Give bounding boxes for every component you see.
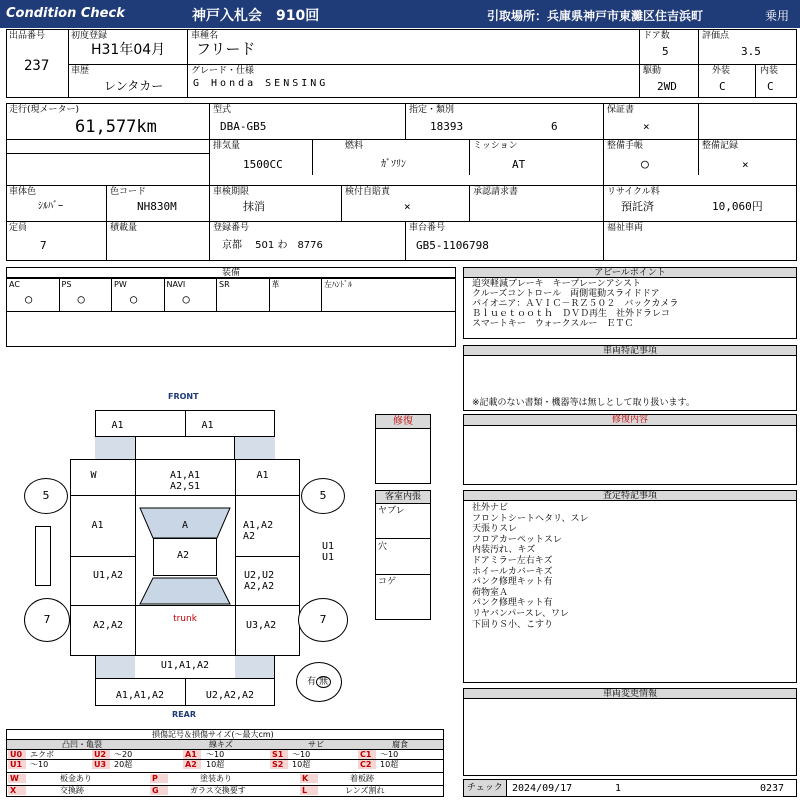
mark-rear-bumper-left: A1,A1,A2: [115, 690, 165, 701]
self-tax-label: 検付自賠責: [345, 187, 391, 197]
doors: 5: [662, 45, 669, 58]
warranty-label: 保証書: [607, 105, 635, 115]
pickup-location: 引取場所：兵庫県神戸市東灘区住吉浜町: [487, 9, 704, 23]
inspection-label: 車検期限: [213, 187, 250, 197]
exterior-label: 外装: [712, 66, 731, 76]
legend-code: W: [10, 774, 19, 783]
capacity-label: 定員: [9, 223, 28, 233]
color-label: 車体色: [9, 187, 37, 197]
check-code: 0237: [760, 783, 785, 794]
exterior: C: [719, 80, 726, 93]
color: ｼﾙﾊﾞｰ: [38, 201, 63, 212]
legend-code: U3: [94, 760, 107, 769]
legend-code: S2: [272, 760, 284, 769]
check-num: 1: [615, 783, 622, 794]
self-tax: ×: [404, 200, 411, 213]
equipment-value: ○: [182, 292, 190, 306]
brand: Condition Check: [6, 6, 125, 21]
legend-code: P: [152, 774, 158, 783]
legend-code: U1: [10, 760, 23, 769]
legend-desc: 着板跡: [350, 774, 374, 783]
recycle-label: リサイクル料: [607, 187, 660, 197]
mark-right-quarter: U3,A2: [246, 620, 277, 631]
inspector-title: 査定特記事項: [464, 491, 796, 501]
grade-label: グレード・仕様: [191, 66, 255, 76]
drive: 2WD: [657, 80, 677, 93]
legend-group-dent: 凸凹・亀裂: [62, 740, 102, 749]
mark-rear-bumper-right: U2,A2,A2: [205, 690, 255, 701]
legend-desc: 〜10: [380, 750, 399, 759]
legend-desc: レンズ割れ: [345, 786, 385, 795]
equipment-title: 装備: [7, 268, 455, 278]
manual: ○: [641, 157, 649, 172]
legend-desc: 〜10: [206, 750, 225, 759]
legend-code: U0: [10, 750, 23, 759]
legend-desc: 塗装あり: [200, 774, 232, 783]
vehicle-name: フリード: [196, 40, 256, 58]
check-date: 2024/09/17: [512, 783, 573, 794]
equipment-table: [6, 267, 456, 347]
mark-front-left: A1: [111, 420, 124, 431]
mark-left-quarter: A2,A2: [92, 620, 124, 631]
legend-code: L: [302, 786, 308, 795]
legend-title: 損傷記号＆損傷サイズ(〜最大cm): [152, 730, 274, 739]
history-label: 車歴: [71, 66, 90, 76]
displacement-label: 排気量: [213, 141, 241, 151]
legend-group-scratch: 線キズ: [209, 740, 233, 749]
lot-number: 237: [24, 58, 50, 74]
inspection: 抹消: [243, 200, 265, 213]
equipment-label: 革: [271, 280, 280, 289]
appeal-title: アピールポイント: [464, 268, 796, 278]
designation: 18393: [430, 120, 464, 133]
tire-front-right: 5: [301, 478, 345, 514]
changes-box: [463, 688, 797, 776]
equipment-value: ○: [25, 292, 33, 306]
record-label: 整備記録: [702, 141, 739, 151]
legend-desc: 10超: [292, 760, 311, 769]
equipment-value: ○: [77, 292, 85, 306]
mileage-label: 走行(現メーター): [9, 105, 80, 115]
cabin-row-hole: 穴: [378, 542, 388, 552]
cabin-row-burn: コゲ: [378, 577, 397, 587]
interior-label: 内装: [760, 66, 779, 76]
mark-left-front-door: A1: [91, 520, 104, 531]
designation-label: 指定・類別: [409, 105, 455, 115]
trunk-label: trunk: [173, 614, 197, 624]
spare-label: 有: [306, 677, 316, 687]
legend-desc: 20超: [114, 760, 133, 769]
recycle-status: 預託済: [621, 200, 654, 213]
mission-label: ミッション: [473, 141, 518, 151]
fuel: ｶﾞｿﾘﾝ: [381, 159, 406, 170]
first-reg: H31年04月: [91, 42, 166, 58]
warranty: ×: [643, 120, 650, 133]
plate: 京都 501 わ 8776: [222, 240, 323, 251]
capacity: 7: [40, 239, 47, 252]
equipment-label: NAVI: [166, 280, 186, 289]
repair-content-title: 修復内容: [464, 415, 796, 426]
mission: AT: [512, 158, 526, 171]
score: 3.5: [741, 45, 761, 58]
color-code-label: 色コード: [110, 187, 147, 197]
mark-right-mirror: U1 U1: [321, 541, 335, 563]
repair-title: 修復: [376, 415, 430, 429]
hood-front: [135, 436, 235, 460]
inspector-text: 社外ナビ フロントシートヘタリ、スレ 天張りスレ フロアカーペットスレ 内装汚れ、キズ ドアミラー左右キズ ホイールカバーキズ パンク修理キット有 荷物室Ａ パンク修理キット有 リヤバンパースレ、ワレ 下回りＳ小、こすり: [472, 503, 589, 630]
model: DBA-GB5: [220, 120, 267, 133]
equipment-value: ○: [130, 292, 138, 306]
mark-roof: A2: [176, 550, 190, 561]
special-note: ※記載のない書類・機器等は無しとして取り扱います。: [472, 398, 695, 408]
score-label: 評価点: [702, 31, 730, 41]
category: 乗用: [765, 9, 790, 23]
spare-tire: [296, 662, 342, 702]
tire-rear-left: 7: [24, 598, 70, 642]
legend-code: C2: [360, 760, 372, 769]
rear-label: REAR: [172, 710, 196, 719]
cabin-row-tear: ヤブレ: [378, 506, 405, 516]
fuel-label: 燃料: [345, 141, 364, 151]
legend-desc: 〜20: [114, 750, 133, 759]
legend-code: U2: [94, 750, 107, 759]
mark-right-rear-door: U2,U2 A2,A2: [244, 570, 275, 592]
equipment-label: 左ﾊﾝﾄﾞﾙ: [324, 280, 352, 289]
equipment-label: PS: [61, 280, 72, 289]
check-label: チェック: [467, 783, 503, 793]
chassis: GB5-1106798: [416, 239, 489, 252]
name-label: 車種名: [191, 31, 219, 41]
grade: G Honda SENSING: [193, 78, 329, 89]
interior: C: [767, 80, 774, 93]
equipment-label: AC: [9, 280, 20, 289]
changes-title: 車両変更情報: [464, 689, 796, 699]
record: ×: [742, 158, 749, 171]
displacement: 1500CC: [243, 158, 283, 171]
doors-label: ドア数: [643, 31, 670, 41]
tire-front-left: 5: [24, 478, 68, 514]
legend-group-corrosion: 腐食: [392, 740, 408, 749]
legend-desc: ガラス交換要す: [190, 786, 246, 795]
special-title: 車両特記事項: [464, 346, 796, 356]
first-reg-label: 初度登録: [71, 31, 108, 41]
welfare-label: 福祉車両: [607, 223, 644, 233]
mark-left-fender: W: [90, 470, 97, 481]
color-code: NH830M: [137, 200, 177, 213]
legend-code: G: [152, 786, 159, 795]
tire-rear-right: 7: [298, 598, 348, 642]
legend-desc: 10超: [380, 760, 399, 769]
legend-code: C1: [360, 750, 372, 759]
lot-label: 出品番号: [9, 31, 46, 41]
auction-title: 神戸入札会 910回: [192, 8, 320, 24]
cabin-title: 客室内張: [376, 491, 430, 504]
drive-label: 駆動: [643, 66, 662, 76]
legend-code: A2: [185, 760, 197, 769]
approval-label: 承認請求書: [473, 187, 519, 197]
mark-hood: A: [181, 520, 189, 531]
header-bar: [0, 0, 800, 28]
legend-code: S1: [272, 750, 284, 759]
equipment-label: PW: [114, 280, 127, 289]
legend-desc: 〜10: [30, 760, 49, 769]
equipment-label: SR: [219, 280, 230, 289]
chassis-label: 車台番号: [409, 223, 446, 233]
legend-desc: 〜10: [292, 750, 311, 759]
mark-front-right: A1: [201, 420, 214, 431]
legend-group-rust: サビ: [308, 740, 324, 749]
mark-left-rear-door: U1,A2: [92, 570, 124, 581]
mark-roof-front: A1,A1 A2,S1: [169, 470, 201, 492]
legend-desc: 交換跡: [60, 786, 84, 795]
legend-code: K: [302, 774, 309, 783]
left-mirror: [35, 526, 51, 586]
category-no: 6: [551, 120, 558, 133]
model-label: 型式: [213, 105, 232, 115]
legend-desc: エクボ: [30, 750, 54, 759]
manual-label: 整備手帳: [607, 141, 644, 151]
mark-right-fender: A1: [256, 470, 269, 481]
plate-label: 登録番号: [213, 223, 250, 233]
history: レンタカー: [104, 79, 164, 93]
legend-desc: 10超: [206, 760, 225, 769]
spare-value: 無: [316, 676, 331, 688]
mark-rear-gate: U1,A1,A2: [160, 660, 210, 671]
load-label: 積載量: [110, 223, 138, 233]
mileage: 61,577km: [75, 117, 157, 137]
mark-right-front-door: A1,A2 A2: [243, 520, 274, 542]
recycle-fee: 10,060円: [712, 200, 763, 213]
legend-code: X: [10, 786, 17, 795]
front-label: FRONT: [168, 392, 199, 401]
legend-desc: 板金あり: [60, 774, 92, 783]
appeal-text: 追突軽減ブレーキ キープレーンアシスト クルーズコントロール 両側電動スライドドア パイオニア：ＡＶＩＣ－ＲＺ５０２ バックカメラ Ｂｌｕｅｔｏｏｔｈ ＤＶＤ再生 社外ドラレコ スマートキー ウォークスルー ＥＴＣ: [472, 279, 679, 329]
legend-code: A1: [185, 750, 197, 759]
